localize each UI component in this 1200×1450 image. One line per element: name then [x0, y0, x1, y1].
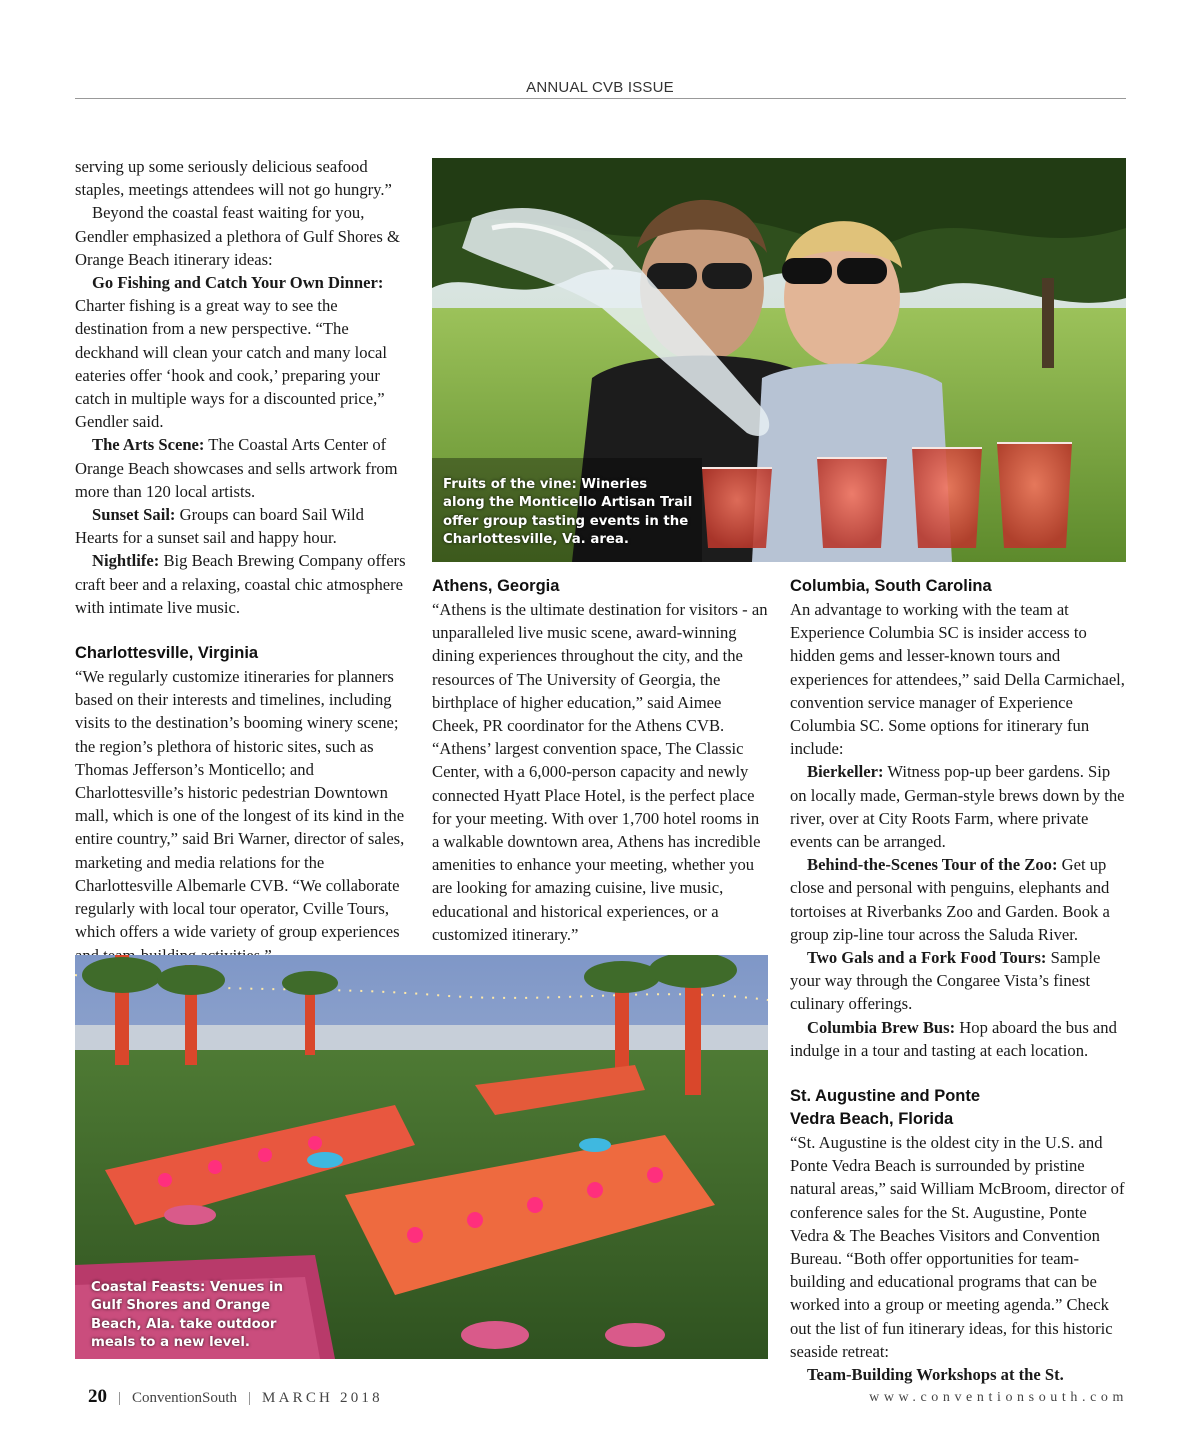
heading-line: Vedra Beach, Florida	[790, 1110, 954, 1129]
column-left	[75, 155, 408, 967]
publication-name: ConventionSouth	[132, 1390, 238, 1406]
heading-line: St. Augustine and Ponte	[790, 1087, 981, 1106]
publication-url: www.conventionsouth.com	[869, 1390, 1128, 1405]
list-item	[75, 549, 408, 619]
item-title: Bierkeller:	[807, 762, 884, 782]
feast-photo-caption: Coastal Feasts: Venues in Gulf Shores and Orange Beach, Ala. take outdoor meals to a new level.	[91, 1280, 284, 1350]
paragraph: “St. Augustine is the oldest city in the U.S. and Ponte Vedra Beach is surrounded by pristine natural areas,” said William McBroom, director of conference sales for the St. Augustine, Ponte Vedra & The Beaches Visitors and Convention Bureau. “Both offer opportunities for team-building and educational programs that can be worked into a group or meeting agenda.” Check out the list of fun itinerary ideas, for this historic seaside retreat:	[790, 1133, 1125, 1361]
item-text: Hop aboard the bus and indulge in a tour and tasting at each location.	[790, 1017, 1117, 1060]
item-title: Columbia Brew Bus:	[807, 1017, 956, 1037]
item-title: Team-Building Workshops at the St.	[807, 1365, 1064, 1385]
paragraph: An advantage to working with the team at Experience Columbia SC is insider access to hidden gems and lesser-known tours and experiences for attendees,” said Della Carmichael, convention service manager of Experience Columbia SC. Some options for itinerary fun include:	[790, 600, 1125, 759]
footer-divider: |	[248, 1390, 252, 1406]
list-item	[75, 433, 408, 503]
section-heading: Charlottesville, Virginia	[75, 644, 259, 663]
page-number: 20	[88, 1386, 107, 1407]
header-rule	[75, 98, 1126, 99]
list-item	[790, 1016, 1126, 1062]
list-item	[75, 503, 408, 549]
paragraph: “Athens is the ultimate destination for visitors - an unparalleled live music scene, award-winning dining experiences throughout the city, and the resources of The University of Georgia, the birthplace of higher education,” said Aimee Cheek, PR coordinator for the Athens CVB. “Athens’ largest convention space, The Classic Center, with a 6,000-person capacity and newly connected Hyatt Place Hotel, is the perfect place for your meeting. With over 1,700 hotel rooms in a walkable downtown area, Athens has incredible amenities to enhance your meeting, whether you are looking for amazing cuisine, live music, educational and historical experiences, or a customized itinerary.”	[432, 600, 768, 944]
item-title: The Arts Scene:	[92, 435, 205, 455]
section-heading: Athens, Georgia	[432, 577, 560, 595]
item-text: Sample your way through the Congaree Vista’s finest culinary offerings.	[790, 948, 1101, 1014]
item-title: Behind-the-Scenes Tour of the Zoo:	[807, 855, 1058, 875]
paragraph: Beyond the coastal feast waiting for you, Gendler emphasized a plethora of Gulf Shores & Orange Beach itinerary ideas:	[75, 203, 400, 269]
issue-date: MARCH 2018	[262, 1390, 383, 1406]
column-middle	[432, 575, 768, 946]
page-footer	[88, 1386, 383, 1408]
item-title: Nightlife:	[92, 551, 160, 571]
list-item	[790, 946, 1126, 1016]
wine-photo-caption: Fruits of the vine: Wineries along the Monticello Artisan Trail offer group tasting events in the Charlottesville, Va. area.	[443, 477, 693, 547]
item-title: Two Gals and a Fork Food Tours:	[807, 948, 1047, 968]
footer-divider: |	[118, 1390, 122, 1406]
item-title: Sunset Sail:	[92, 505, 176, 525]
list-item	[790, 853, 1126, 946]
item-text: Big Beach Brewing Company offers craft beer and a relaxing, coastal chic atmosphere with intimate live music.	[75, 551, 406, 617]
item-text: Witness pop-up beer gardens. Sip on locally made, German-style brews down by the river, over at City Roots Farm, where private events can be arranged.	[790, 762, 1125, 852]
item-text: Groups can board Sail Wild Hearts for a sunset sail and happy hour.	[75, 505, 364, 548]
paragraph: serving up some seriously delicious seafood staples, meetings attendees will not go hungry.”	[75, 157, 392, 200]
paragraph-title	[75, 271, 408, 294]
section-heading: Columbia, South Carolina	[790, 577, 992, 595]
wine-tasting-photo	[432, 158, 1126, 562]
column-right	[790, 575, 1126, 1386]
item-text: The Coastal Arts Center of Orange Beach showcases and sells artwork from more than 120 local artists.	[75, 435, 398, 501]
list-item	[790, 760, 1126, 853]
paragraph: Charter fishing is a great way to see the destination from a new perspective. “The deckhand will clean your catch and many local eateries offer ‘hook and cook,’ preparing your catch in multiple ways for a discounted price,” Gendler said.	[75, 296, 387, 432]
item-text: Get up close and personal with penguins, elephants and tortoises at Riverbanks Zoo and Garden. Book a group zip-line tour across the Saluda River.	[790, 855, 1110, 944]
section-heading	[790, 1085, 1126, 1131]
section-header: ANNUAL CVB ISSUE	[526, 79, 674, 96]
paragraph: “We regularly customize itineraries for planners based on their interests and timelines, including visits to the destination’s booming winery scene; the region’s plethora of historic sites, such as Thomas Jefferson’s Monticello; and Charlottesville’s historic pedestrian Downtown mall, which is one of the longest of its kind in the entire country,” said Bri Warner, director of sales, marketing and media relations for the Charlottesville Albemarle CVB. “We collaborate regularly with local tour operator, Cville Tours, which offers a wide variety of group experiences	[75, 667, 405, 942]
list-item	[790, 1363, 1126, 1386]
item-title: Go Fishing and Catch Your Own Dinner:	[92, 273, 384, 293]
coastal-feast-photo	[75, 955, 768, 1359]
